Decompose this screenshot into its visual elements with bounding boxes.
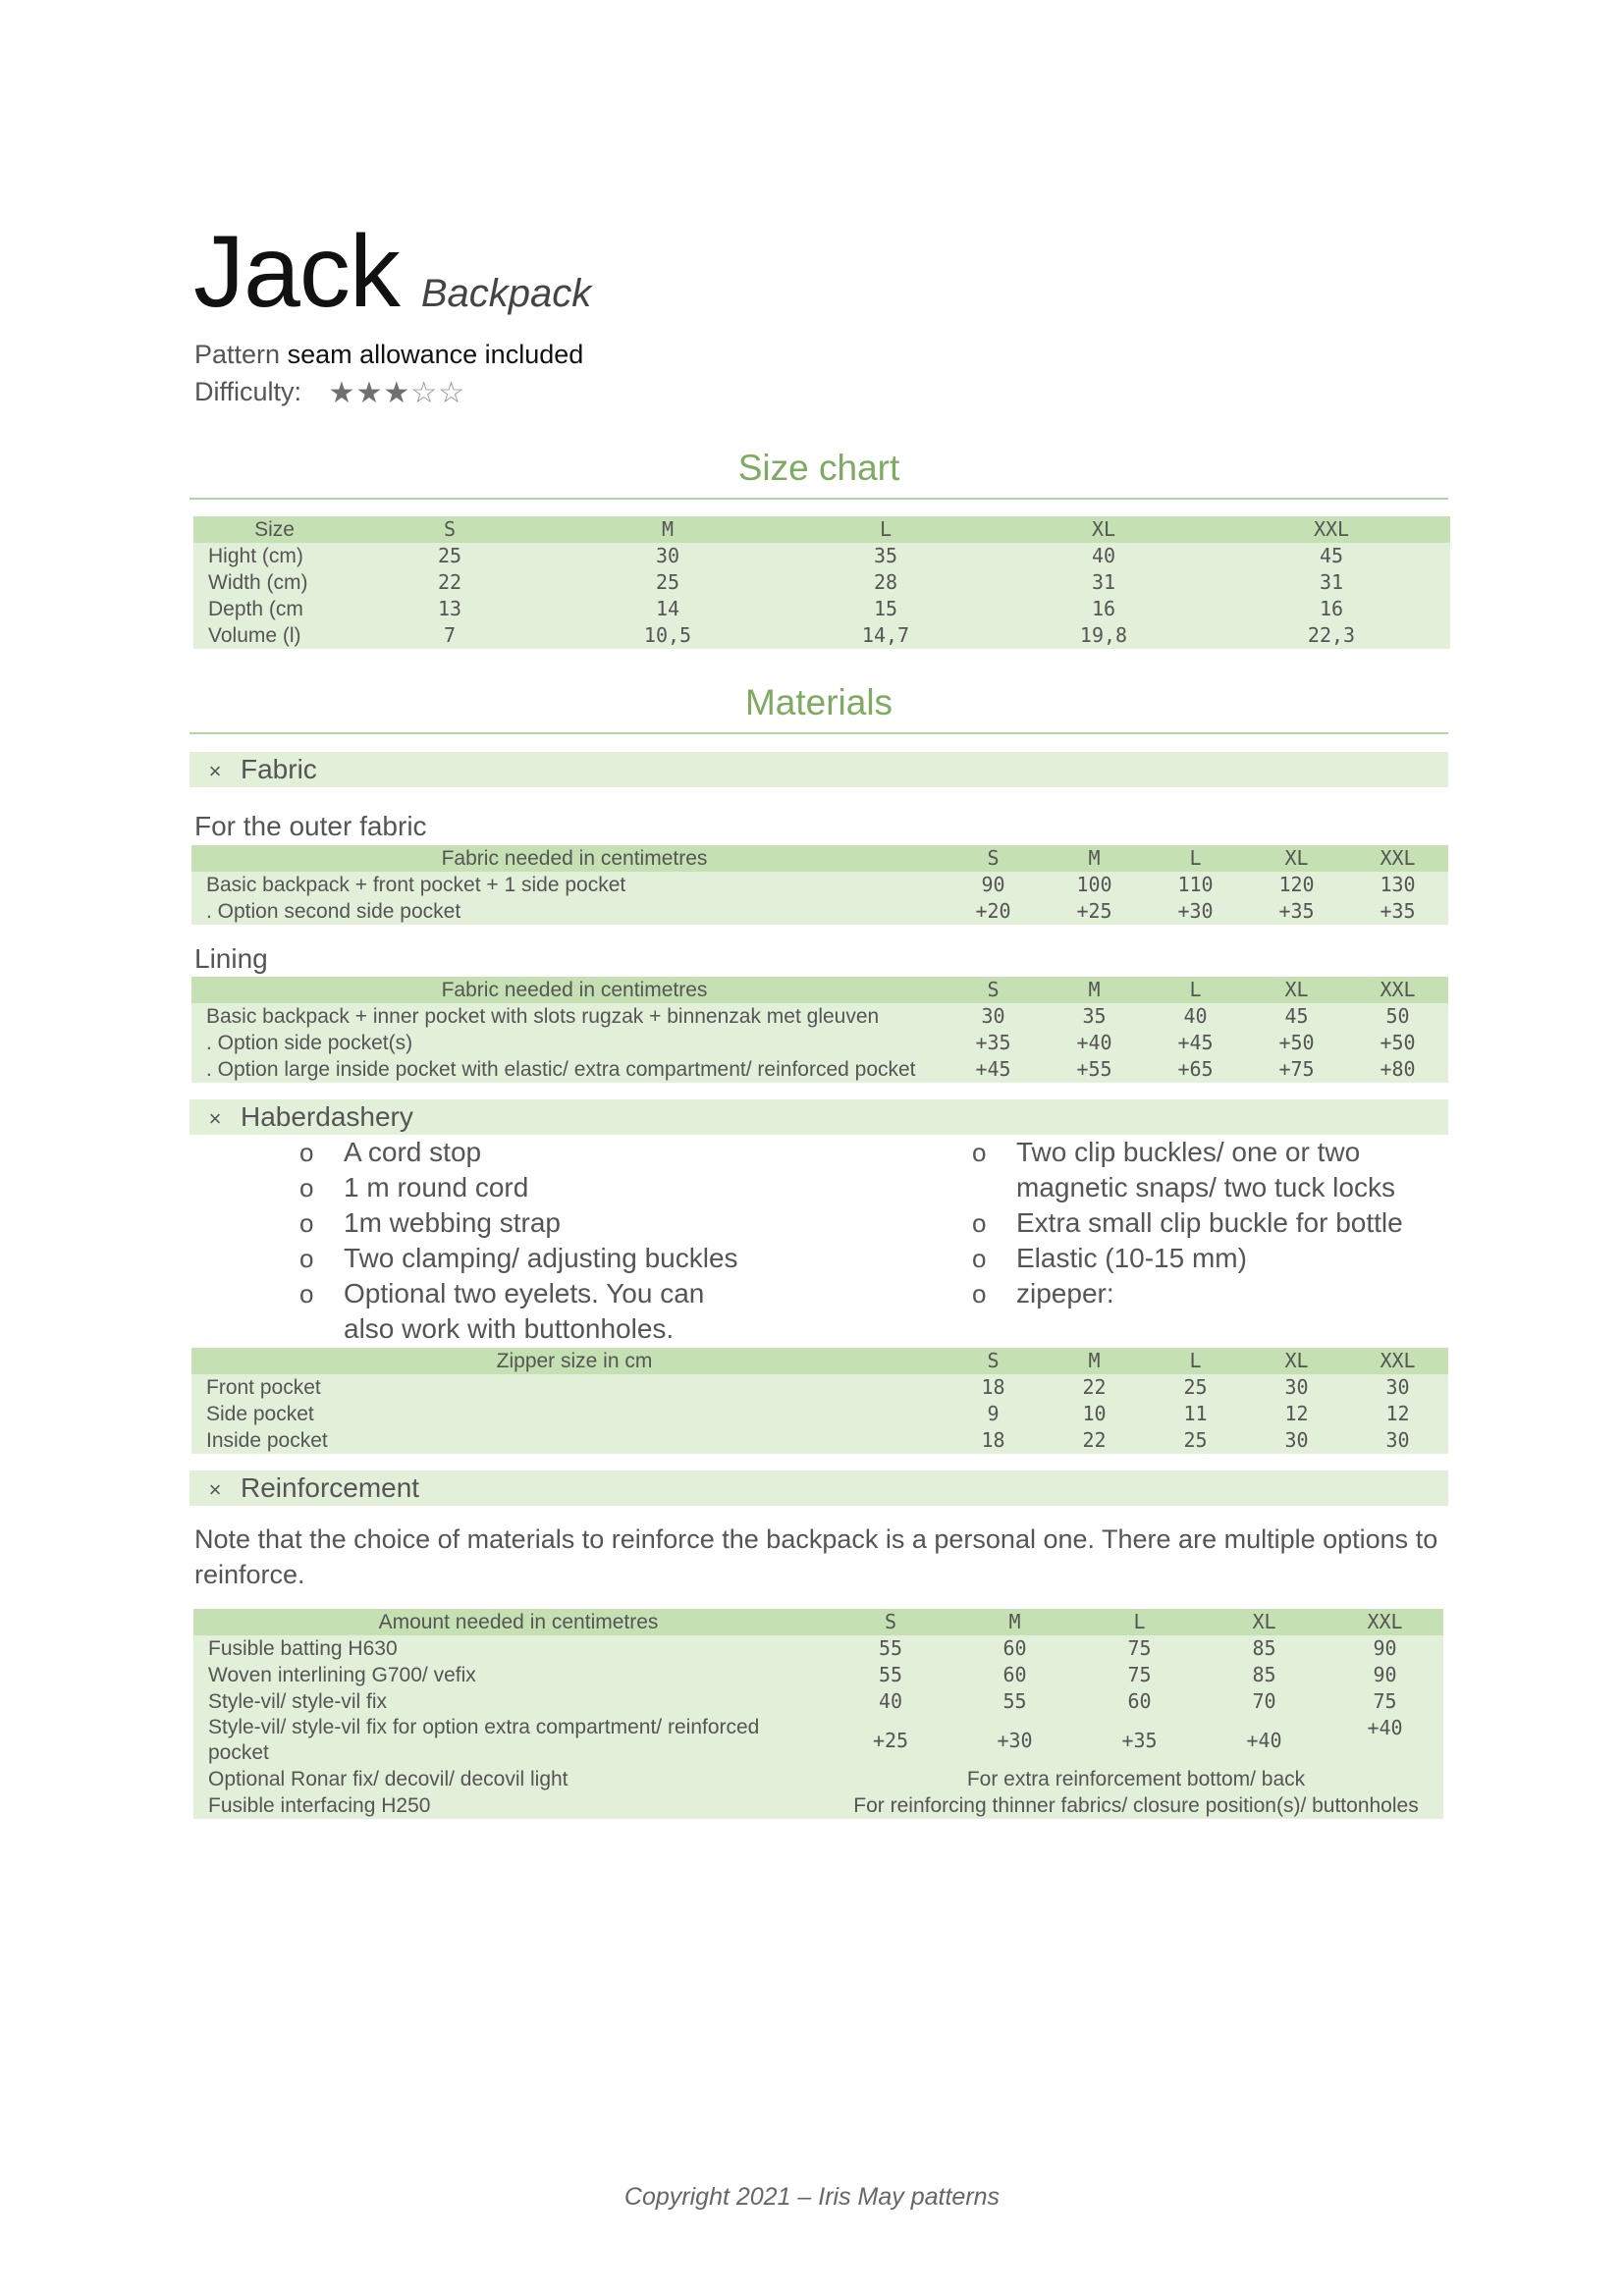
size-chart-cell: 25 [341,543,559,569]
reinforcement-cell: 60 [1077,1688,1202,1715]
outer-fabric-cell: 120 [1246,872,1347,898]
outer-fabric-cell: +20 [943,898,1044,925]
size-chart-cell: 31 [995,569,1213,596]
haberdashery-right-item [972,1241,1414,1276]
haberdashery-left-item [299,1170,761,1205]
size-chart-cell: 28 [777,569,995,596]
reinforcement-cell: 60 [952,1635,1077,1662]
reinforcement-cell: 85 [1202,1635,1326,1662]
zipper-cell: 25 [1145,1427,1246,1454]
size-chart-rule [189,498,1448,500]
reinforcement-cell: 40 [829,1688,952,1715]
size-chart-row [193,543,1450,569]
lining-row [191,1056,1448,1083]
reinforcement-cell: 75 [1077,1635,1202,1662]
zipper-column-header: Zipper size in cm [191,1348,943,1374]
lining-cell: . Option side pocket(s) [191,1030,943,1056]
size-chart-cell: 35 [777,543,995,569]
star-empty-icon: ☆ [438,377,466,409]
lining-cell: 45 [1246,1003,1347,1030]
star-filled-icon: ★ [328,377,356,409]
haberdashery-left-item-text: 1 m round cord [344,1172,529,1202]
size-chart-column-header: L [777,516,995,543]
outer-fabric-column-header: M [1044,845,1145,872]
lining-cell: Basic backpack + inner pocket with slots rugzak + binnenzak met gleuven [191,1003,943,1030]
size-chart-cell: 19,8 [995,622,1213,649]
reinforcement-cell: +30 [952,1715,1077,1766]
reinforcement-span-cell: For reinforcing thinner fabrics/ closure position(s)/ buttonholes [829,1792,1443,1819]
zipper-cell: 30 [1347,1374,1448,1401]
outer-fabric-cell: 100 [1044,872,1145,898]
haberdashery-right-item-text: Extra small clip buckle for bottle [1016,1207,1403,1238]
outer-fabric-cell: Basic backpack + front pocket + 1 side pocket [191,872,943,898]
lining-row [191,1030,1448,1056]
size-chart-cell: 10,5 [559,622,777,649]
lining-cell: +50 [1246,1030,1347,1056]
pattern-value: seam allowance included [287,340,584,369]
zipper-column-header: XXL [1347,1348,1448,1374]
reinforcement-span-cell: For extra reinforcement bottom/ back [829,1766,1443,1792]
outer-fabric-column-header: XL [1246,845,1347,872]
seam-allowance-line [194,340,583,370]
size-chart-cell: 25 [559,569,777,596]
lining-column-header: Fabric needed in centimetres [191,977,943,1003]
outer-fabric-cell: 130 [1347,872,1448,898]
zipper-row [191,1401,1448,1427]
outer-fabric-heading: For the outer fabric [194,811,427,841]
lining-heading: Lining [194,943,268,974]
reinforcement-cell: 55 [952,1688,1077,1715]
zipper-column-header: XL [1246,1348,1347,1374]
size-chart-cell: 15 [777,596,995,622]
reinforcement-header-row [193,1609,1443,1635]
reinforcement-cell: Style-vil/ style-vil fix for option extra compartment/ reinforced pocket [193,1715,829,1766]
collapse-marker-icon: × [208,1106,222,1131]
reinforcement-column-header: XL [1202,1609,1326,1635]
reinforcement-cell: Fusible batting H630 [193,1635,829,1662]
pattern-subtitle: Backpack [420,272,592,315]
size-chart-column-header: XL [995,516,1213,543]
reinforcement-table [193,1609,1443,1819]
difficulty-label: Difficulty: [194,377,302,406]
zipper-cell: Front pocket [191,1374,943,1401]
reinforcement-row [193,1635,1443,1662]
outer-fabric-column-header: L [1145,845,1246,872]
size-chart-cell: Width (cm) [193,569,341,596]
outer-fabric-column-header: XXL [1347,845,1448,872]
size-chart-row [193,569,1450,596]
reinforcement-cell: +35 [1077,1715,1202,1766]
lining-column-header: M [1044,977,1145,1003]
star-filled-icon: ★ [383,377,411,409]
reinforcement-cell: Fusible interfacing H250 [193,1792,829,1819]
lining-column-header: XXL [1347,977,1448,1003]
lining-cell: 30 [943,1003,1044,1030]
haberdashery-list-left [299,1135,761,1347]
lining-column-header: S [943,977,1044,1003]
fabric-group-header [189,752,1448,787]
lining-cell: +40 [1044,1030,1145,1056]
haberdashery-right-item [972,1135,1414,1205]
size-chart-cell: 22,3 [1213,622,1450,649]
bullet-icon: o [972,1208,987,1238]
reinforcement-row [193,1688,1443,1715]
size-chart-table [193,516,1450,649]
reinforcement-cell: Woven interlining G700/ vefix [193,1662,829,1688]
lining-cell: +75 [1246,1056,1347,1083]
reinforcement-row [193,1662,1443,1688]
materials-rule [189,732,1448,734]
size-chart-cell: 7 [341,622,559,649]
outer-fabric-cell: 110 [1145,872,1246,898]
zipper-header-row [191,1348,1448,1374]
bullet-icon: o [972,1138,987,1167]
haberdashery-left-item [299,1135,761,1170]
size-chart-cell: 45 [1213,543,1450,569]
zipper-table [191,1348,1448,1454]
size-chart-cell: Depth (cm [193,596,341,622]
lining-column-header: L [1145,977,1246,1003]
reinforcement-cell: Style-vil/ style-vil fix [193,1688,829,1715]
size-chart-cell: 40 [995,543,1213,569]
bullet-icon: o [972,1244,987,1273]
lining-cell: +55 [1044,1056,1145,1083]
reinforcement-cell: 90 [1326,1635,1443,1662]
size-chart-cell: 31 [1213,569,1450,596]
zipper-row [191,1427,1448,1454]
zipper-cell: 22 [1044,1427,1145,1454]
size-chart-header-row [193,516,1450,543]
lining-cell: +45 [1145,1030,1246,1056]
fabric-group-label: Fabric [241,754,317,784]
reinforcement-column-header: L [1077,1609,1202,1635]
size-chart-cell: 16 [1213,596,1450,622]
star-empty-icon: ☆ [410,377,439,409]
zipper-cell: 12 [1347,1401,1448,1427]
reinforcement-note: Note that the choice of materials to reinforce the backpack is a personal one. There are multiple options to reinforce. [194,1524,1438,1589]
bullet-icon: o [299,1279,314,1308]
size-chart-cell: 14,7 [777,622,995,649]
size-chart-cell: 13 [341,596,559,622]
bullet-icon: o [299,1208,314,1238]
zipper-row [191,1374,1448,1401]
lining-cell: 50 [1347,1003,1448,1030]
lining-cell: +80 [1347,1056,1448,1083]
reinforcement-cell: 55 [829,1662,952,1688]
reinforcement-row [193,1715,1443,1766]
materials-heading: Materials [744,682,893,722]
zipper-cell: 25 [1145,1374,1246,1401]
haberdashery-group-label: Haberdashery [241,1101,413,1132]
outer-fabric-table [191,845,1448,925]
difficulty-line [194,376,465,410]
zipper-cell: Side pocket [191,1401,943,1427]
zipper-column-header: M [1044,1348,1145,1374]
lining-cell: +50 [1347,1030,1448,1056]
outer-fabric-cell: +25 [1044,898,1145,925]
size-chart-column-header: XXL [1213,516,1450,543]
pattern-title: Jack [193,215,400,329]
reinforcement-group-header [189,1470,1448,1506]
star-filled-icon: ★ [355,377,384,409]
zipper-cell: 10 [1044,1401,1145,1427]
outer-fabric-cell: +30 [1145,898,1246,925]
size-chart-heading: Size chart [737,448,900,488]
reinforcement-cell: +40 [1326,1715,1443,1766]
reinforcement-group-label: Reinforcement [241,1472,420,1503]
bullet-icon: o [299,1173,314,1202]
haberdashery-right-item-text: Elastic (10-15 mm) [1016,1243,1247,1273]
lining-cell: . Option large inside pocket with elastic/ extra compartment/ reinforced pocket [191,1056,943,1083]
lining-cell: 40 [1145,1003,1246,1030]
haberdashery-left-item-text: Two clamping/ adjusting buckles [344,1243,738,1273]
haberdashery-right-item [972,1205,1414,1241]
zipper-column-header: L [1145,1348,1246,1374]
zipper-cell: 30 [1246,1374,1347,1401]
pattern-label: Pattern [194,340,281,369]
reinforcement-cell: 90 [1326,1662,1443,1688]
lining-cell: 35 [1044,1003,1145,1030]
haberdashery-list-right [972,1135,1414,1311]
haberdashery-left-item [299,1276,761,1347]
collapse-marker-icon: × [208,759,222,783]
difficulty-rating [329,376,466,410]
haberdashery-right-item [972,1276,1414,1311]
outer-fabric-column-header: Fabric needed in centimetres [191,845,943,872]
haberdashery-left-item [299,1241,761,1276]
lining-header-row [191,977,1448,1003]
size-chart-cell: 30 [559,543,777,569]
lining-column-header: XL [1246,977,1347,1003]
outer-fabric-cell: 90 [943,872,1044,898]
reinforcement-cell: Optional Ronar fix/ decovil/ decovil light [193,1766,829,1792]
bullet-icon: o [972,1279,987,1308]
title-block [193,214,591,331]
reinforcement-cell: +40 [1202,1715,1326,1766]
zipper-cell: 12 [1246,1401,1347,1427]
lining-cell: +65 [1145,1056,1246,1083]
size-chart-cell: Hight (cm) [193,543,341,569]
size-chart-cell: 14 [559,596,777,622]
size-chart-row [193,622,1450,649]
size-chart-column-header: M [559,516,777,543]
lining-cell: +45 [943,1056,1044,1083]
zipper-cell: 18 [943,1427,1044,1454]
outer-fabric-row [191,872,1448,898]
zipper-cell: Inside pocket [191,1427,943,1454]
haberdashery-left-item-text: Optional two eyelets. You can also work with buttonholes. [344,1278,705,1344]
reinforcement-cell: 75 [1077,1662,1202,1688]
size-chart-cell: 16 [995,596,1213,622]
outer-fabric-row [191,898,1448,925]
zipper-cell: 18 [943,1374,1044,1401]
reinforcement-span-row [193,1792,1443,1819]
reinforcement-cell: +25 [829,1715,952,1766]
bullet-icon: o [299,1138,314,1167]
bullet-icon: o [299,1244,314,1273]
reinforcement-cell: 70 [1202,1688,1326,1715]
reinforcement-column-header: S [829,1609,952,1635]
outer-fabric-cell: . Option second side pocket [191,898,943,925]
reinforcement-column-header: M [952,1609,1077,1635]
lining-table [191,977,1448,1083]
outer-fabric-cell: +35 [1246,898,1347,925]
size-chart-row [193,596,1450,622]
haberdashery-right-item-text: zipeper: [1016,1278,1114,1308]
haberdashery-left-item [299,1205,761,1241]
zipper-cell: 9 [943,1401,1044,1427]
outer-fabric-cell: +35 [1347,898,1448,925]
copyright-footer: Copyright 2021 – Iris May patterns [623,2183,1001,2211]
haberdashery-group-header [189,1099,1448,1135]
size-chart-cell: 22 [341,569,559,596]
reinforcement-column-header: XXL [1326,1609,1443,1635]
zipper-cell: 30 [1246,1427,1347,1454]
zipper-cell: 30 [1347,1427,1448,1454]
haberdashery-left-item-text: 1m webbing strap [344,1207,562,1238]
reinforcement-cell: 75 [1326,1688,1443,1715]
collapse-marker-icon: × [208,1477,222,1502]
reinforcement-cell: 60 [952,1662,1077,1688]
size-chart-cell: Volume (l) [193,622,341,649]
zipper-cell: 11 [1145,1401,1246,1427]
reinforcement-cell: 85 [1202,1662,1326,1688]
reinforcement-span-row [193,1766,1443,1792]
outer-fabric-column-header: S [943,845,1044,872]
lining-row [191,1003,1448,1030]
zipper-column-header: S [943,1348,1044,1374]
reinforcement-column-header: Amount needed in centimetres [193,1609,829,1635]
haberdashery-left-item-text: A cord stop [344,1137,482,1167]
zipper-cell: 22 [1044,1374,1145,1401]
outer-fabric-header-row [191,845,1448,872]
reinforcement-cell: 55 [829,1635,952,1662]
lining-cell: +35 [943,1030,1044,1056]
size-chart-column-header: S [341,516,559,543]
size-chart-column-header: Size [193,516,341,543]
haberdashery-right-item-text: Two clip buckles/ one or two magnetic snaps/ two tuck locks [1016,1137,1395,1202]
